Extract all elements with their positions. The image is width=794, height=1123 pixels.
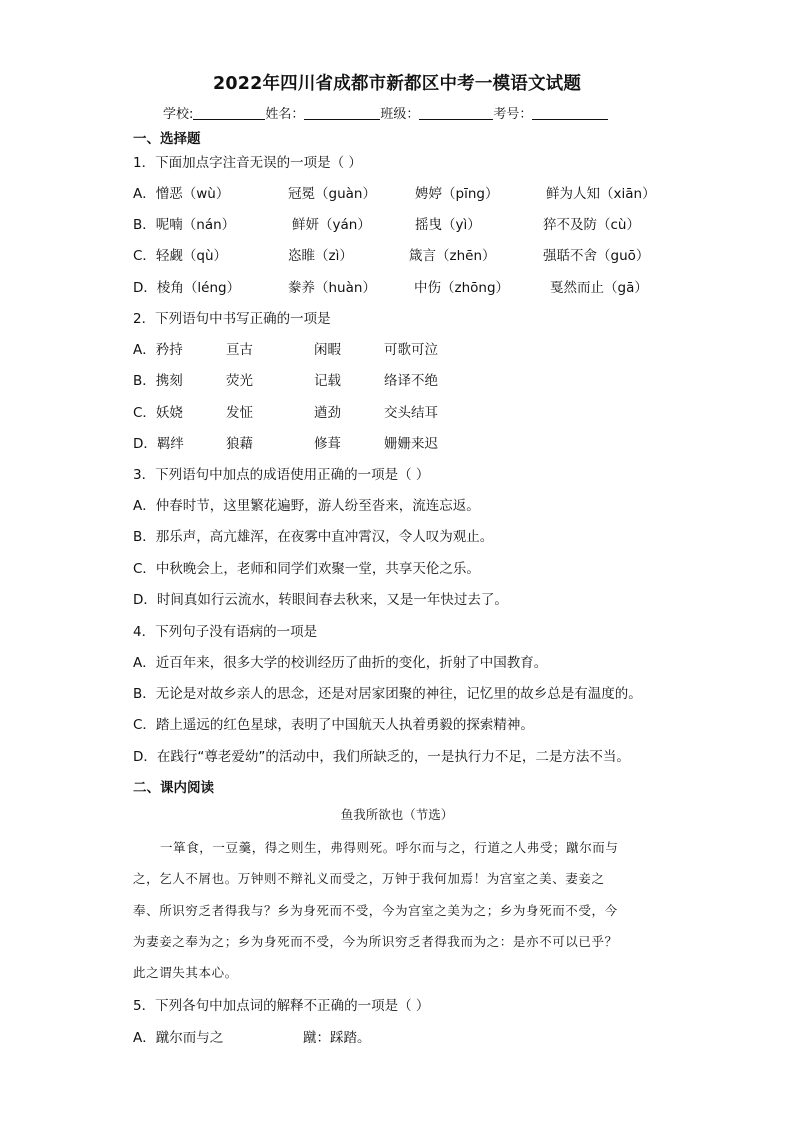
q1-option-d-item-4: 戛然而止（gā） bbox=[550, 280, 648, 296]
class-blank[interactable] bbox=[419, 107, 493, 120]
q2-option-c-item-2: 发怔 bbox=[226, 405, 253, 421]
q2-option-b-item-1: B．携刻 bbox=[133, 373, 183, 389]
q5-option-a-explanation: 蹴：踩踏。 bbox=[303, 1030, 371, 1046]
question-1-stem: 1．下面加点字注音无误的一项是（ ） bbox=[133, 155, 362, 171]
q2-option-a-item-2: 亘古 bbox=[226, 342, 253, 358]
q4-option-b: B．无论是对故乡亲人的思念，还是对居家团聚的神往，记忆里的故乡总是有温度的。 bbox=[133, 686, 642, 702]
q2-option-c-item-1: C．妖娆 bbox=[133, 405, 183, 421]
q1-option-c-item-4: 强聒不舍（guō） bbox=[543, 248, 650, 264]
question-2-stem: 2．下列语句中书写正确的一项是 bbox=[133, 311, 331, 327]
passage-line-4: 为妻妾之奉为之；乡为身死而不受，今为所识穷乏者得我而为之：是亦不可以已乎？ bbox=[133, 934, 618, 949]
q1-option-d-item-2: 豢养（huàn） bbox=[288, 280, 376, 296]
q2-option-a-item-1: A．矜持 bbox=[133, 342, 183, 358]
q1-option-c-item-3: 箴言（zhēn） bbox=[409, 248, 496, 264]
exam-number-label: 考号： bbox=[493, 107, 533, 122]
q2-option-d-item-1: D．羁绊 bbox=[133, 436, 184, 452]
q3-option-c: C．中秋晚会上，老师和同学们欢聚一堂，共享天伦之乐。 bbox=[133, 561, 480, 577]
q1-option-d-item-1: D．棱角（léng） bbox=[133, 280, 241, 296]
q5-option-a: A．蹴尔而与之 bbox=[133, 1030, 224, 1046]
section-heading-choice: 一、选择题 bbox=[133, 131, 201, 147]
question-3-stem: 3．下列语句中加点的成语使用正确的一项是（ ） bbox=[133, 467, 430, 483]
q1-option-a-item-2: 冠冕（guàn） bbox=[288, 186, 376, 202]
q1-option-d-item-3: 中伤（zhōng） bbox=[414, 280, 510, 296]
q2-option-b-item-3: 记载 bbox=[314, 373, 341, 389]
q1-option-b-item-3: 摇曳（yì） bbox=[415, 217, 481, 233]
q1-option-b-item-2: 鲜妍（yán） bbox=[292, 217, 371, 233]
q1-option-a-item-1: A．憎恶（wù） bbox=[133, 186, 230, 202]
q4-option-d: D．在践行“尊老爱幼”的活动中，我们所缺乏的，一是执行力不足，二是方法不当。 bbox=[133, 749, 630, 765]
school-label: 学校: bbox=[163, 107, 194, 122]
q2-option-d-item-3: 修葺 bbox=[314, 436, 341, 452]
passage-line-3: 奉、所识穷乏者得我与？乡为身死而不受，今为宫室之美为之；乡为身死而不受，今 bbox=[133, 903, 618, 918]
name-label: 姓名： bbox=[265, 107, 305, 122]
q1-option-c-item-1: C．轻觑（qù） bbox=[133, 248, 228, 264]
q2-option-c-item-3: 遒劲 bbox=[314, 405, 341, 421]
q1-option-a-item-3: 娉婷（pīng） bbox=[415, 186, 499, 202]
exam-number-blank[interactable] bbox=[532, 107, 608, 120]
q4-option-c: C．踏上遥远的红色星球，表明了中国航天人执着勇毅的探索精神。 bbox=[133, 717, 534, 733]
name-blank[interactable] bbox=[304, 107, 380, 120]
q4-option-a: A．近百年来，很多大学的校训经历了曲折的变化，折射了中国教育。 bbox=[133, 655, 548, 671]
passage-line-1: 一箪食，一豆羹，得之则生，弗得则死。呼尔而与之，行道之人弗受；蹴尔而与 bbox=[160, 840, 619, 855]
q2-option-c-item-4: 交头结耳 bbox=[384, 405, 438, 421]
q2-option-b-item-2: 荧光 bbox=[226, 373, 253, 389]
question-4-stem: 4．下列句子没有语病的一项是 bbox=[133, 624, 318, 640]
passage-line-2: 之，乞人不屑也。万钟则不辩礼义而受之，万钟于我何加焉！为宫室之美、妻妾之 bbox=[133, 871, 605, 886]
q2-option-b-item-4: 络译不绝 bbox=[384, 373, 438, 389]
q2-option-a-item-3: 闲暇 bbox=[314, 342, 341, 358]
q1-option-b-item-1: B．呢喃（nán） bbox=[133, 217, 236, 233]
school-blank[interactable] bbox=[193, 107, 265, 120]
q3-option-d: D．时间真如行云流水，转眼间春去秋来，又是一年快过去了。 bbox=[133, 592, 508, 608]
q1-option-a-item-4: 鲜为人知（xiān） bbox=[546, 186, 656, 202]
q2-option-a-item-4: 可歌可泣 bbox=[384, 342, 438, 358]
q2-option-d-item-2: 狼藉 bbox=[226, 436, 253, 452]
page-title: 2022年四川省成都市新都区中考一模语文试题 bbox=[212, 74, 582, 94]
question-5-stem: 5．下列各句中加点词的解释不正确的一项是（ ） bbox=[133, 998, 430, 1014]
passage-line-5: 此之谓失其本心。 bbox=[133, 965, 238, 980]
q3-option-a: A．仲春时节，这里繁花遍野，游人纷至沓来，流连忘返。 bbox=[133, 498, 480, 514]
section-heading-reading: 二、课内阅读 bbox=[133, 780, 214, 796]
q1-option-c-item-2: 恣睢（zì） bbox=[288, 248, 353, 264]
q1-option-b-item-4: 猝不及防（cù） bbox=[543, 217, 640, 233]
q2-option-d-item-4: 姗姗来迟 bbox=[384, 436, 438, 452]
q3-option-b: B．那乐声，高亢雄浑，在夜雾中直冲霄汉，令人叹为观止。 bbox=[133, 529, 494, 545]
class-label: 班级： bbox=[380, 107, 420, 122]
student-info-line bbox=[163, 103, 608, 122]
passage-title: 鱼我所欲也（节选） bbox=[340, 807, 454, 822]
